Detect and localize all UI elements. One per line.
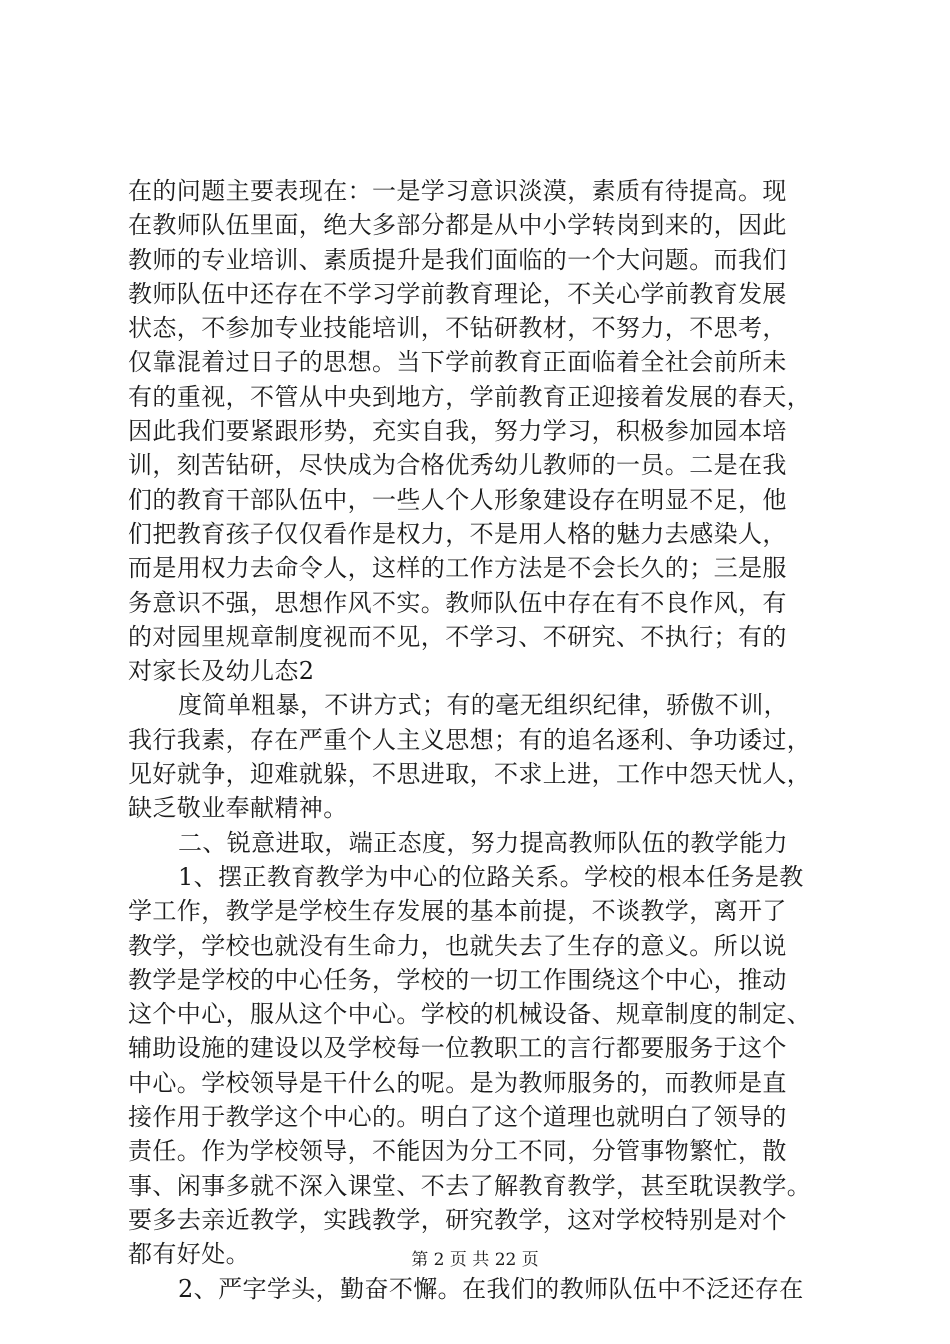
text-line: 状态，不参加专业技能培训，不钻研教材，不努力，不思考， — [128, 314, 787, 343]
text-line: 教师的专业培训、素质提升是我们面临的一个大问题。而我们 — [128, 245, 787, 274]
text-line: 因此我们要紧跟形势，充实自我，努力学习，积极参加园本培 — [128, 417, 787, 446]
text-line: 这个中心，服从这个中心。学校的机械设备、规章制度的制定、 — [128, 1000, 812, 1029]
text-line: 务意识不强，思想作风不实。教师队伍中存在有不良作风，有 — [128, 588, 787, 617]
text-line: 2、严字学头，勤奋不懈。在我们的教师队伍中不泛还存在 — [178, 1274, 804, 1303]
text-line: 教师队伍中还存在不学习学前教育理论，不关心学前教育发展 — [128, 279, 787, 308]
text-line: 度简单粗暴，不讲方式；有的毫无组织纪律，骄傲不训， — [178, 691, 788, 720]
text-line: 在的问题主要表现在：一是学习意识淡漠，素质有待提高。现 — [128, 177, 787, 205]
text-line: 学工作，教学是学校生存发展的基本前提，不谈教学，离开了 — [128, 897, 787, 926]
text-line: 我行我素，存在严重个人主义思想；有的追名逐利、争功诿过， — [128, 725, 812, 754]
text-line: 缺乏敬业奉献精神。 — [128, 794, 348, 823]
text-line: 们的教育干部队伍中，一些人个人形象建设存在明显不足，他 — [128, 485, 787, 514]
text-line: 接作用于教学这个中心的。明白了这个道理也就明白了领导的 — [128, 1103, 787, 1132]
text-line: 教学是学校的中心任务，学校的一切工作围绕这个中心，推动 — [128, 965, 787, 994]
text-line: 在教师队伍里面，绝大多部分都是从中小学转岗到来的，因此 — [128, 211, 787, 240]
page-footer: 第 2 页 共 22 页 — [411, 1250, 539, 1270]
text-line: 的对园里规章制度视而不见，不学习、不研究、不执行；有的 — [128, 622, 787, 651]
text-line: 训，刻苦钻研，尽快成为合格优秀幼儿教师的一员。二是在我 — [128, 451, 787, 480]
text-line: 有的重视，不管从中央到地方，学前教育正迎接着发展的春天， — [128, 382, 812, 411]
text-line: 要多去亲近教学，实践教学，研究教学，这对学校特别是对个 — [128, 1205, 787, 1234]
text-line: 1、摆正教育教学为中心的位路关系。学校的根本任务是教 — [178, 862, 804, 891]
text-line: 们把教育孩子仅仅看作是权力，不是用人格的魅力去感染人， — [128, 519, 787, 548]
text-line: 而是用权力去命令人，这样的工作方法是不会长久的；三是服 — [128, 554, 787, 583]
text-line: 仅靠混着过日子的思想。当下学前教育正面临着全社会前所未 — [128, 348, 787, 377]
text-line: 见好就争，迎难就躲，不思进取，不求上进，工作中怨天忧人， — [128, 760, 812, 789]
text-line: 事、闲事多就不深入课堂、不去了解教育教学，甚至耽误教学。 — [128, 1171, 812, 1200]
text-line: 都有好处。 — [128, 1240, 250, 1269]
text-line: 中心。学校领导是干什么的呢。是为教师服务的，而教师是直 — [128, 1068, 787, 1097]
text-line: 二、锐意进取，端正态度，努力提高教师队伍的教学能力 — [178, 828, 788, 857]
text-line: 教学，学校也就没有生命力，也就失去了生存的意义。所以说 — [128, 931, 787, 960]
document-body — [128, 174, 838, 1306]
text-line: 对家长及幼儿态2 — [128, 657, 315, 686]
text-line: 辅助设施的建设以及学校每一位教职工的言行都要服务于这个 — [128, 1034, 787, 1063]
text-line: 责任。作为学校领导，不能因为分工不同，分管事物繁忙，散 — [128, 1137, 787, 1166]
